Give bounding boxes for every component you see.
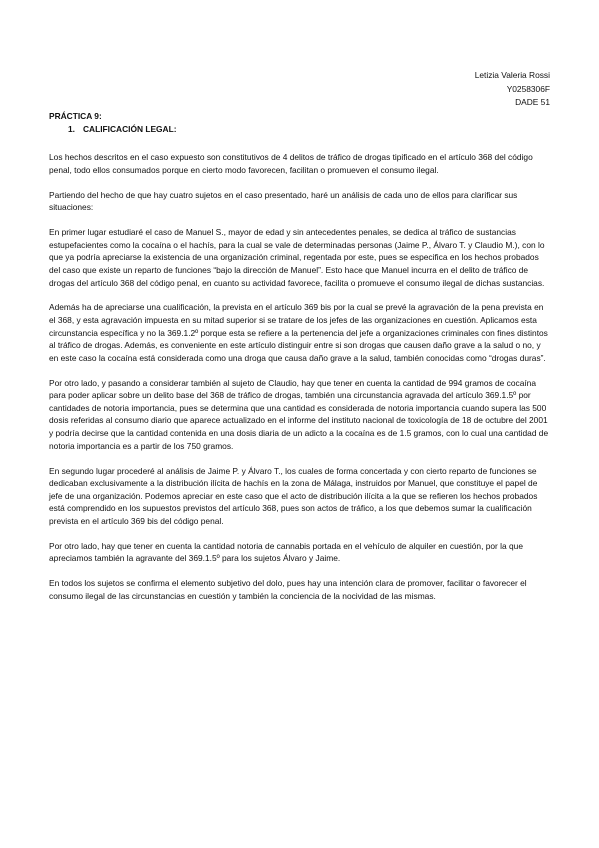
section-label: CALIFICACIÓN LEGAL: <box>83 123 177 134</box>
paragraph: Los hechos descritos en el caso expuesto son constitutivos de 4 delitos de tráfico de drogas tipificado en el artículo 368 del código penal, todo ellos consumados porque en cierto modo favorecen, facilitan o promueven el consumo ilegal. <box>49 152 533 175</box>
author-id: Y0258306F <box>506 83 550 94</box>
practice-title: PRÁCTICA 9: <box>49 111 102 121</box>
paragraph: Partiendo del hecho de que hay cuatro sujetos en el caso presentado, haré un análisis de cada uno de ellos para clarificar sus situaciones: <box>49 189 518 213</box>
paragraph: En primer lugar estudiaré el caso de Manuel S., mayor de edad y sin antecedentes penales, se dedica al tráfico de sustancias estupefacientes como la cocaína o el hachís, para la cual se vale de determinadas personas (Jaime P., Álvaro T. y Claudio M.), con lo que ya podría apreciarse la existencia de una organización criminal, regentada por este, pues se especifica en los hechos probados del caso que existe un reparto de funciones “bajo la dirección de Manuel”. Esto hace que Manuel incurra en el delito de tráfico de drogas del artículo 368 del código penal, en cuanto su actividad favorece, facilita o promueve el consumo ilegal de dichas sustancias. <box>49 227 545 288</box>
section-heading <box>68 123 549 136</box>
paragraph: En todos los sujetos se confirma el elemento subjetivo del dolo, pues hay una intención clara de promover, facilitar o favorecer el consumo ilegal de las circunstancias en cuestión y también la conciencia de la nocividad de las mismas. <box>49 578 527 601</box>
document-body <box>49 110 549 615</box>
section-number: 1. <box>68 123 75 134</box>
author-group: DADE 51 <box>515 97 550 107</box>
author-name: Letizia Valeria Rossi <box>474 70 550 80</box>
paragraph: Por otro lado, y pasando a considerar también al sujeto de Claudio, hay que tener en cuenta la cantidad de 994 gramos de cocaína para poder aplicar sobre un delito base del 368 de tráfico de drogas, también una circunstancia agravada del artículo 369.1.5º por cantidades de notoria importancia, pues se determina que una cantidad es considerada de notoria importancia cuando supera las 500 dosis referidas al consumo diario que aparece actualizado en el informe del instituto nacional de toxicología de 18 de octubre del 2001 y podría decirse que la cantidad contenida en una dosis diaria de un adicto a la cocaína es de 1.5 gramos, con lo cual una cantidad de notoria importancia es a partir de los 750 gramos. <box>49 377 549 451</box>
paragraph: Por otro lado, hay que tener en cuenta la cantidad notoria de cannabis portada en el vehículo de alquiler en cuestión, por la que apreciamos también la agravante del 369.1.5º para los sujetos Álvaro y Jaime. <box>49 540 523 564</box>
paragraph: En segundo lugar procederé al análisis de Jaime P. y Álvaro T., los cuales de forma concertada y con cierto reparto de funciones se dedicaban exclusivamente a la distribución ilícita de hachís en la zona de Málaga, instruidos por Manuel, que constituye el papel de jefe de una organización. Podemos apreciar en este caso que el acto de distribución ilícita a la que se refieren los hechos probados está comprendido en los supuestos previstos del artículo 368, pues son actos de tráfico, a los que debemos sumar la cualificación prevista en el artículo 369 bis del código penal. <box>49 465 538 526</box>
paragraph: Además ha de apreciarse una cualificación, la prevista en el artículo 369 bis por la cual se prevé la agravación de la pena prevista en el 368, y esta agravación impuesta en su mitad superior si se tratare de los jefes de las organizaciones en cuestión. Aplicamos esta circunstancia específica y no la 369.1.2º porque esta se refiere a la pertenencia del jefe a organizaciones criminales con fines distintos al tráfico de drogas. Además, es conveniente en este artículo distinguir entre si son drogas que causen daño grave a la salud o no, y en este caso la cocaína está considerada como una droga que causa daño grave a la salud, también conocidas como “drogas duras”. <box>49 302 548 363</box>
author-header <box>475 69 550 110</box>
